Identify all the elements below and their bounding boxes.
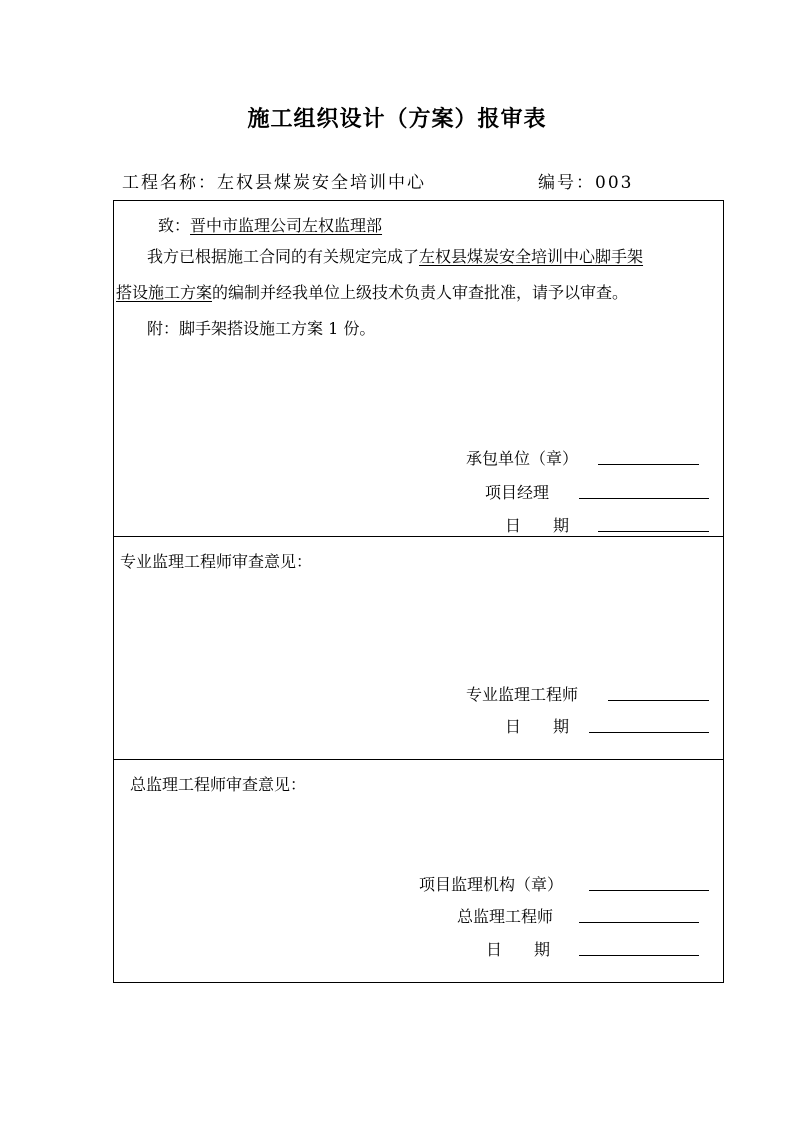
addressee: [158, 213, 382, 236]
chief-engineer-label: 总监理工程师: [457, 907, 554, 926]
submission-text-line1: [147, 244, 722, 267]
form-number: 编号：003: [538, 173, 634, 193]
attachment-note: 附：脚手架搭设施工方案 1 份。: [147, 319, 376, 338]
section3-date-line: [579, 955, 699, 956]
specialist-engineer-line: [608, 700, 709, 701]
section-divider-1: [114, 536, 723, 537]
submission-plan-underlined: 搭设施工方案: [116, 283, 213, 302]
section-divider-2: [114, 759, 723, 760]
section3-date-label: 日 期: [486, 940, 551, 959]
addressee-prefix: 致：: [158, 216, 191, 235]
section2-date-label: 日 期: [505, 717, 570, 736]
section1-date-label: 日 期: [505, 516, 570, 535]
contractor-seal-line: [598, 464, 699, 465]
submission-project-underlined: 左权县煤炭安全培训中心脚手架: [419, 247, 644, 266]
addressee-value: 晋中市监理公司左权监理部: [190, 216, 383, 235]
approval-form-table: [113, 200, 724, 983]
project-manager-line: [579, 498, 709, 499]
chief-engineer-line: [579, 922, 699, 923]
form-title: 施工组织设计（方案）报审表: [247, 106, 547, 132]
submission-text-line2: [116, 280, 628, 303]
chief-review-heading: 总监理工程师审查意见：: [130, 775, 307, 794]
section2-date-line: [589, 732, 709, 733]
project-name: 工程名称：左权县煤炭安全培训中心: [122, 173, 426, 193]
submission-text-part2: 的编制并经我单位上级技术负责人审查批准，请予以审查。: [212, 283, 629, 302]
contractor-seal-label: 承包单位（章）: [466, 449, 579, 468]
supervision-org-seal-line: [589, 890, 709, 891]
specialist-review-heading: 专业监理工程师审查意见：: [120, 552, 313, 571]
submission-text-part1: 我方已根据施工合同的有关规定完成了: [147, 247, 420, 266]
specialist-engineer-label: 专业监理工程师: [466, 685, 579, 704]
section1-date-line: [598, 531, 709, 532]
project-manager-label: 项目经理: [485, 483, 550, 502]
supervision-org-seal-label: 项目监理机构（章）: [419, 875, 564, 894]
